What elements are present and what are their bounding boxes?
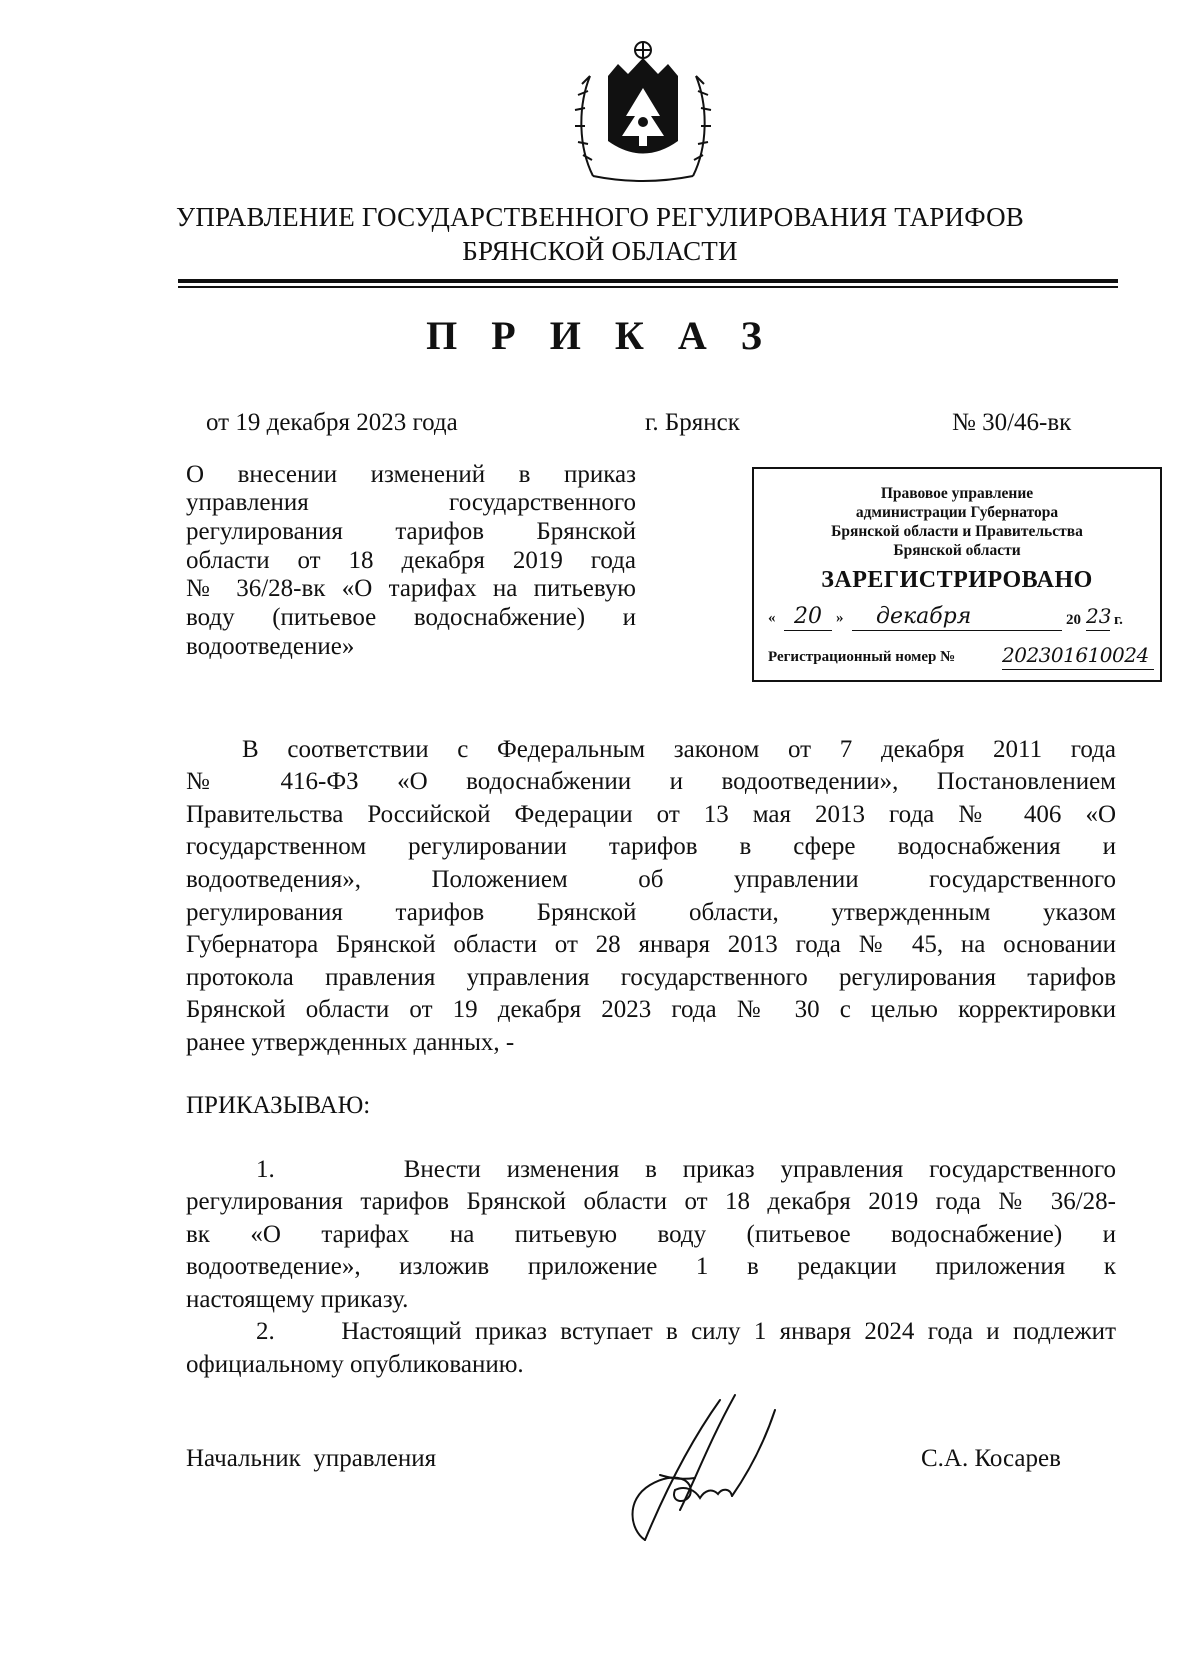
stamp-line: администрации Губернатора — [855, 504, 1059, 521]
subject-line: управления государственного — [186, 489, 636, 516]
stamp-registered-label: ЗАРЕГИСТРИРОВАНО — [821, 567, 1093, 593]
signatory-position: Начальник управления — [186, 1445, 437, 1472]
preamble-line: Брянской области от 19 декабря 2023 года № 30 с целью корректировки — [186, 996, 1116, 1023]
preamble-line: водоотведения», Положением об управлении государственного — [186, 866, 1116, 893]
quote-mark: » — [836, 610, 844, 626]
underline — [784, 630, 832, 631]
underline — [1086, 630, 1110, 631]
stamp-line: Брянской области — [893, 542, 1021, 559]
preamble-line: № 416-ФЗ «О водоснабжении и водоотведении», Постановлением — [186, 768, 1116, 795]
preamble-line: Губернатора Брянской области от 28 января 2013 года № 45, на основании — [186, 931, 1116, 958]
quote-mark: « — [768, 610, 776, 626]
coat-of-arms-icon — [568, 36, 718, 186]
signatory-name: С.А. Косарев — [921, 1445, 1061, 1472]
preamble-line: государственном регулировании тарифов в сфере водоснабжения и — [186, 833, 1116, 860]
stamp-line: Правовое управление — [880, 485, 1034, 502]
order-item-line: водоотведение», изложив приложение 1 в редакции приложения к — [186, 1253, 1116, 1280]
stamp-month: декабря — [876, 604, 972, 629]
preamble-line: В соответствии с Федеральным законом от 7 декабря 2011 года — [242, 736, 1116, 763]
subject-line: регулирования тарифов Брянской — [186, 518, 636, 545]
order-item-line: вк «О тарифах на питьевую воду (питьевое водоснабжение) и — [186, 1221, 1116, 1248]
stamp-day: 20 — [794, 604, 822, 629]
subject-line: области от 18 декабря 2019 года — [186, 547, 636, 574]
stamp-year-prefix: 20 — [1066, 612, 1081, 628]
preamble-line: регулирования тарифов Брянской области, утвержденным указом — [186, 899, 1116, 926]
organization-name-line-1: УПРАВЛЕНИЕ ГОСУДАРСТВЕННОГО РЕГУЛИРОВАНИЯ ТАРИФОВ — [176, 202, 1024, 232]
stamp-year-unit: г. — [1114, 612, 1123, 628]
underline — [1002, 669, 1154, 670]
stamp-reg-label: Регистрационный номер № — [768, 649, 956, 665]
handwritten-signature-icon — [600, 1390, 830, 1550]
registration-stamp — [752, 467, 1162, 682]
order-item-line: 1. Внести изменения в приказ управления государственного — [256, 1156, 1116, 1183]
subject-line: О внесении изменений в приказ — [186, 461, 636, 488]
order-word: ПРИКАЗЫВАЮ: — [186, 1092, 371, 1119]
stamp-date-line — [768, 604, 1148, 634]
stamp-line: Брянской области и Правительства — [831, 523, 1083, 540]
stamp-registration-number-line — [768, 645, 1158, 675]
stamp-year-suffix: 23 — [1086, 604, 1112, 628]
order-item-line: настоящему приказу. — [186, 1286, 409, 1313]
subject-line: водоотведение» — [186, 633, 355, 660]
header-rule-thin — [178, 286, 1118, 288]
header-rule-thick — [178, 279, 1118, 283]
stamp-reg-number: 202301610024 — [1002, 643, 1149, 667]
preamble-line: ранее утвержденных данных, - — [186, 1029, 515, 1056]
order-item-line: 2. Настоящий приказ вступает в силу 1 января 2024 года и подлежит — [256, 1318, 1116, 1345]
underline — [852, 630, 1062, 631]
order-item-line: официальному опубликованию. — [186, 1351, 524, 1378]
preamble-line: Правительства Российской Федерации от 13 мая 2013 года № 406 «О — [186, 801, 1116, 828]
preamble-line: протокола правления управления государственного регулирования тарифов — [186, 964, 1116, 991]
document-city: г. Брянск — [645, 409, 740, 436]
subject-line: № 36/28-вк «О тарифах на питьевую — [186, 575, 636, 602]
organization-name-line-2: БРЯНСКОЙ ОБЛАСТИ — [462, 236, 738, 266]
subject-line: воду (питьевое водоснабжение) и — [186, 604, 636, 631]
order-item-line: регулирования тарифов Брянской области от 18 декабря 2019 года № 36/28- — [186, 1188, 1116, 1215]
document-number: № 30/46-вк — [952, 409, 1072, 436]
document-date: от 19 декабря 2023 года — [206, 409, 458, 436]
document-type-title: П Р И К А З — [426, 313, 774, 358]
